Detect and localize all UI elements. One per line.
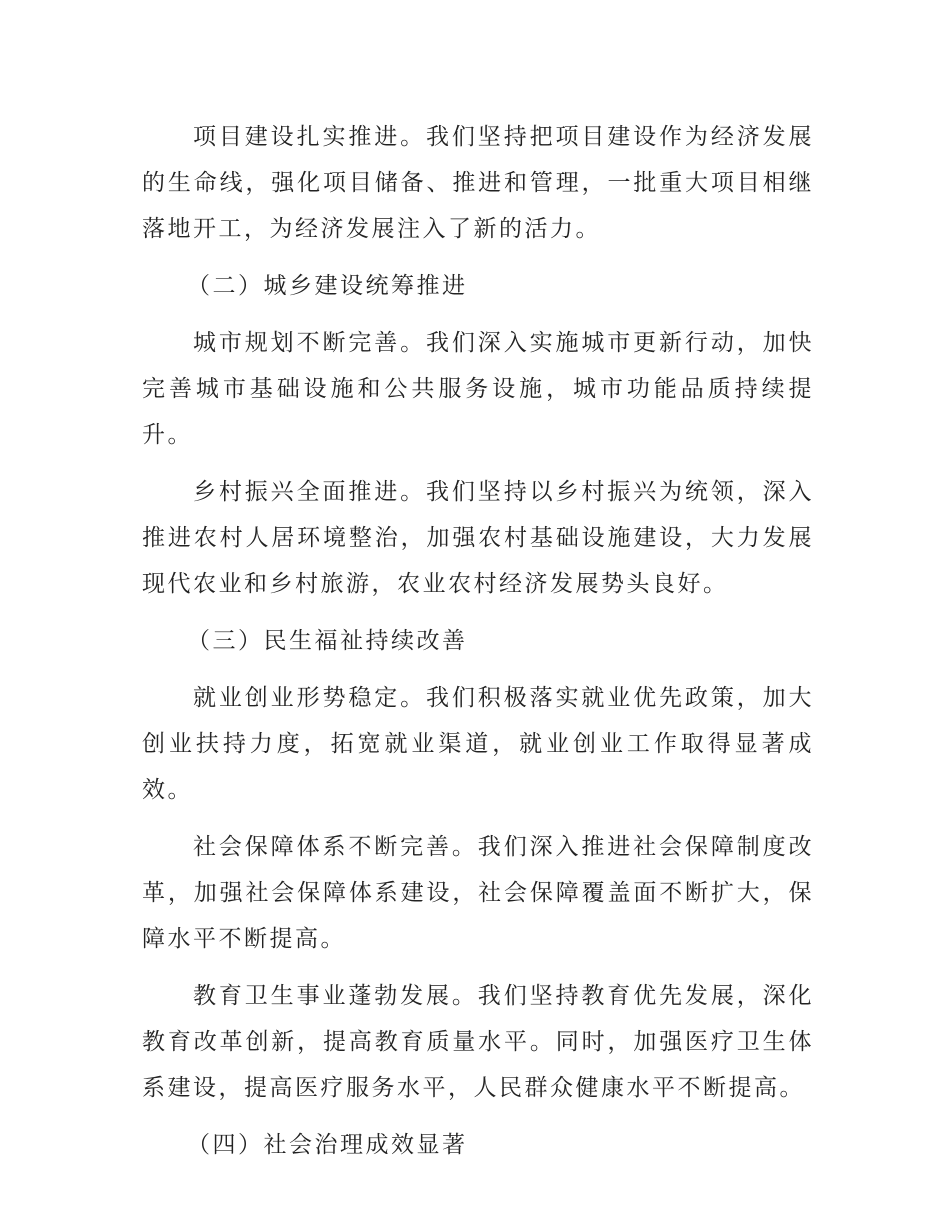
section-heading-social-governance: （四）社会治理成效显著 (187, 1132, 468, 1158)
paragraph-employment: 就业创业形势稳定。我们积极落实就业优先政策，加大创业扶持力度，拓宽就业渠道，就业创业工作取得显著成效。 (142, 685, 814, 803)
paragraph-urban-planning: 城市规划不断完善。我们深入实施城市更新行动，加快完善城市基础设施和公共服务设施，城市功能品质持续提升。 (142, 330, 814, 448)
paragraph-project-construction: 项目建设扎实推进。我们坚持把项目建设作为经济发展的生命线，强化项目储备、推进和管理，一批重大项目相继落地开工，为经济发展注入了新的活力。 (142, 124, 814, 242)
section-heading-livelihood: （三）民生福祉持续改善 (187, 628, 468, 654)
paragraph-education-health: 教育卫生事业蓬勃发展。我们坚持教育优先发展，深化教育改革创新，提高教育质量水平。同时，加强医疗卫生体系建设，提高医疗服务水平，人民群众健康水平不断提高。 (142, 983, 814, 1101)
section-heading-urban-rural: （二）城乡建设统筹推进 (187, 273, 468, 299)
document-body (142, 114, 814, 1179)
paragraph-rural-revitalization: 乡村振兴全面推进。我们坚持以乡村振兴为统领，深入推进农村人居环境整治，加强农村基础设施建设，大力发展现代农业和乡村旅游，农业农村经济发展势头良好。 (142, 479, 814, 597)
paragraph-social-security: 社会保障体系不断完善。我们深入推进社会保障制度改革，加强社会保障体系建设，社会保障覆盖面不断扩大，保障水平不断提高。 (142, 834, 814, 952)
